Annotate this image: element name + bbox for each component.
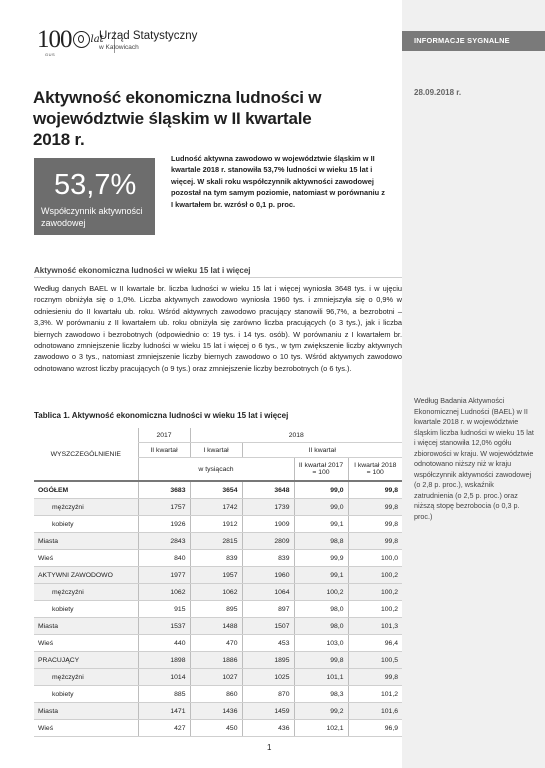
table-cell: 99,8 xyxy=(348,499,402,516)
key-figure-label: Współczynnik aktywności zawodowej xyxy=(41,206,143,228)
table-cell: 3654 xyxy=(190,481,242,499)
table-cell: 1062 xyxy=(190,584,242,601)
table-cell: 1960 xyxy=(242,567,294,584)
table-row xyxy=(34,669,402,686)
logo-100-lat-gus xyxy=(37,26,104,57)
table-cell: 96,9 xyxy=(348,720,402,737)
table-cell: 3648 xyxy=(242,481,294,499)
table-cell: 1757 xyxy=(138,499,190,516)
table-row-label: Miasta xyxy=(34,618,138,635)
table-cell: 1895 xyxy=(242,652,294,669)
table-cell: 100,2 xyxy=(348,601,402,618)
table-cell: 1977 xyxy=(138,567,190,584)
table-header-q2-2018: II kwartał xyxy=(242,443,402,458)
table-cell: 3683 xyxy=(138,481,190,499)
table-row xyxy=(34,550,402,567)
table-row-label: mężczyźni xyxy=(34,499,138,516)
table-row-label: Miasta xyxy=(34,533,138,550)
table-row xyxy=(34,686,402,703)
table-cell: 440 xyxy=(138,635,190,652)
table-cell: 1742 xyxy=(190,499,242,516)
table-row xyxy=(34,703,402,720)
table-header-2018: 2018 xyxy=(190,428,402,443)
office-line-1: Urząd Statystyczny xyxy=(99,30,198,42)
table-cell: 102,1 xyxy=(294,720,348,737)
table-cell: 470 xyxy=(190,635,242,652)
table-cell: 101,2 xyxy=(348,686,402,703)
table-cell: 1027 xyxy=(190,669,242,686)
table-cell: 436 xyxy=(242,720,294,737)
table-cell: 427 xyxy=(138,720,190,737)
table-cell: 1025 xyxy=(242,669,294,686)
table-cell: 839 xyxy=(190,550,242,567)
table-cell: 897 xyxy=(242,601,294,618)
section-heading: Aktywność ekonomiczna ludności w wieku 15 lat i więcej xyxy=(34,266,251,275)
table-cell: 101,6 xyxy=(348,703,402,720)
table-header-unit: w tysiącach xyxy=(138,458,294,482)
table-cell: 99,0 xyxy=(294,499,348,516)
table-cell: 99,8 xyxy=(348,481,402,499)
section-divider xyxy=(34,277,402,278)
table-cell: 1459 xyxy=(242,703,294,720)
logo-script: lat xyxy=(90,34,104,45)
table-row xyxy=(34,635,402,652)
table-cell: 1898 xyxy=(138,652,190,669)
table-header-q1-2018: I kwartał xyxy=(190,443,242,458)
office-name xyxy=(99,30,214,52)
table-header-q2-2017: II kwartał xyxy=(138,443,190,458)
table-cell: 840 xyxy=(138,550,190,567)
table-row xyxy=(34,481,402,499)
table-title: Tablica 1. Aktywność ekonomiczna ludności w wieku 15 lat i więcej xyxy=(34,411,289,420)
lead-paragraph: Ludność aktywna zawodowo w województwie śląskim w II kwartale 2018 r. stanowiła 53,7% ludności w wieku 15 lat i więcej. W skali roku współczynnik aktywności zawodowej pozostał na tym samym poziomie, natomiast w porównaniu z I kwartałem br. wzrósł o 0,1 p. proc. xyxy=(171,154,385,209)
table-row-label: AKTYWNI ZAWODOWO xyxy=(34,567,138,584)
logo-ring-icon xyxy=(73,31,90,48)
table-row xyxy=(34,567,402,584)
table-header-index-1: II kwartał 2017 = 100 xyxy=(294,458,348,482)
table-row xyxy=(34,584,402,601)
logo-sub: GUS xyxy=(45,52,56,57)
table-row-label: kobiety xyxy=(34,601,138,618)
table-cell: 99,8 xyxy=(294,652,348,669)
table-cell: 915 xyxy=(138,601,190,618)
table-cell: 99,8 xyxy=(348,516,402,533)
table-cell: 1537 xyxy=(138,618,190,635)
table-row xyxy=(34,720,402,737)
side-note: Według Badania Aktywności Ekonomicznej Ludności (BAEL) w II kwartale 2018 r. w województwie śląskim liczba ludności w wieku 15 lat i więcej stanowiła 12,0% ogółu zbiorowości w kraju. W województwie odnotowano niższy niż w kraju współczynnik aktywności zawodowej (o 2,8 p. proc.), wskaźnik zatrudnienia (o 2,5 p. proc.) oraz niższą stopę bezrobocia (o 0,3 p. proc.) xyxy=(414,396,534,521)
table-cell: 1507 xyxy=(242,618,294,635)
table-row-label: PRACUJĄCY xyxy=(34,652,138,669)
table-cell: 1886 xyxy=(190,652,242,669)
table-cell: 100,5 xyxy=(348,652,402,669)
table-cell: 101,3 xyxy=(348,618,402,635)
table-cell: 100,2 xyxy=(348,567,402,584)
table-cell: 98,0 xyxy=(294,618,348,635)
table-cell: 839 xyxy=(242,550,294,567)
table-row-label: mężczyźni xyxy=(34,584,138,601)
signal-label: INFORMACJE SYGNALNE xyxy=(402,31,545,51)
table-row xyxy=(34,499,402,516)
table-row-label: Miasta xyxy=(34,703,138,720)
table-row xyxy=(34,652,402,669)
table-cell: 1739 xyxy=(242,499,294,516)
table-header-label: WYSZCZEGÓLNIENIE xyxy=(34,428,138,481)
table-cell: 99,2 xyxy=(294,703,348,720)
table-row-label: OGÓŁEM xyxy=(34,481,138,499)
office-line-2: w Katowicach xyxy=(99,44,139,51)
table-cell: 2809 xyxy=(242,533,294,550)
table-cell: 1909 xyxy=(242,516,294,533)
table-cell: 2843 xyxy=(138,533,190,550)
table-cell: 870 xyxy=(242,686,294,703)
table-cell: 100,2 xyxy=(294,584,348,601)
table-cell: 453 xyxy=(242,635,294,652)
table-cell: 101,1 xyxy=(294,669,348,686)
table-cell: 860 xyxy=(190,686,242,703)
table-cell: 1957 xyxy=(190,567,242,584)
page-number: 1 xyxy=(267,743,272,752)
table-cell: 100,2 xyxy=(348,584,402,601)
table-cell: 1471 xyxy=(138,703,190,720)
table-header-2017: 2017 xyxy=(138,428,190,443)
table-row-label: Wieś xyxy=(34,635,138,652)
table-row xyxy=(34,533,402,550)
table-cell: 885 xyxy=(138,686,190,703)
table-cell: 1926 xyxy=(138,516,190,533)
table-cell: 99,1 xyxy=(294,516,348,533)
data-table xyxy=(34,428,402,737)
table-header-index-2: I kwartał 2018 = 100 xyxy=(348,458,402,482)
table-cell: 99,1 xyxy=(294,567,348,584)
table-cell: 450 xyxy=(190,720,242,737)
table-cell: 1014 xyxy=(138,669,190,686)
table-cell: 1436 xyxy=(190,703,242,720)
table-row xyxy=(34,516,402,533)
key-figure-value: 53,7% xyxy=(54,169,137,201)
table-cell: 100,0 xyxy=(348,550,402,567)
table-cell: 1488 xyxy=(190,618,242,635)
table-row-label: Wieś xyxy=(34,550,138,567)
table-cell: 99,0 xyxy=(294,481,348,499)
table-cell: 99,9 xyxy=(294,550,348,567)
table-cell: 103,0 xyxy=(294,635,348,652)
table-cell: 96,4 xyxy=(348,635,402,652)
table-cell: 895 xyxy=(190,601,242,618)
table-cell: 1064 xyxy=(242,584,294,601)
table-cell: 1062 xyxy=(138,584,190,601)
logo-number: 100 xyxy=(37,26,72,53)
table-row-label: kobiety xyxy=(34,516,138,533)
table-row-label: mężczyźni xyxy=(34,669,138,686)
sidebar-background xyxy=(402,0,545,768)
table-row xyxy=(34,618,402,635)
table-row-label: kobiety xyxy=(34,686,138,703)
table-cell: 2815 xyxy=(190,533,242,550)
table-cell: 98,0 xyxy=(294,601,348,618)
table-row xyxy=(34,601,402,618)
publication-date: 28.09.2018 r. xyxy=(414,88,462,97)
table-row-label: Wieś xyxy=(34,720,138,737)
table-cell: 98,8 xyxy=(294,533,348,550)
body-paragraph: Według danych BAEL w II kwartale br. liczba ludności w wieku 15 lat i więcej wyniosła 3648 tys. i w ujęciu rocznym obniżyła się o 1,0%. Liczba aktywnych zawodowo wyniosła 1960 tys. i zmniejszyła się o 0,9% w odniesieniu do II kwartału ub. roku. Wśród aktywnych zawodowo pracujący stanowili 96,7%, a bezrobotni – 3,3%. W porównaniu z II kwartałem ub. roku obniżyła się zarówno liczba pracujących (o 3 tys.), jak i liczba biernych zawodowo i bezrobotnych (odpowiednio o: 19 tys. i 14 tys. osób). W porównaniu z I kwartałem br. odnotowano zmniejszenie liczby ludności w wieku 15 lat i więcej o 6 tys., w tym zwiększenie liczby aktywnych zawodowo o 3 tys., natomiast zmniejszenie liczby biernych zawodowo o 10 tys. Wśród aktywnych zawodowo odnotowano wzrost liczby pracujących (o 9 tys.) oraz zmniejszenie liczby bezrobotnych (o 6 tys.). xyxy=(34,284,402,373)
page-title: Aktywność ekonomiczna ludności w województwie śląskim w II kwartale 2018 r. xyxy=(33,88,322,149)
table-cell: 1912 xyxy=(190,516,242,533)
table-cell: 99,8 xyxy=(348,669,402,686)
table-cell: 98,3 xyxy=(294,686,348,703)
table-cell: 99,8 xyxy=(348,533,402,550)
key-figure-box xyxy=(34,158,155,235)
